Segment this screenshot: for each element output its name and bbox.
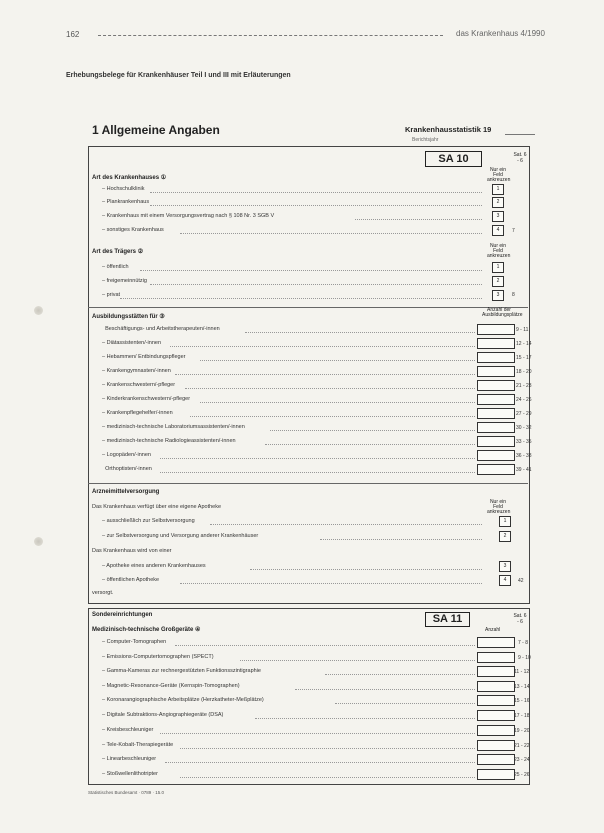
leader-dots	[120, 298, 482, 299]
row-number: 17 - 18	[514, 713, 530, 719]
leader-dots	[165, 762, 475, 763]
sa11-item: – Gamma-Kameras zur rechnergestützten Funktionsszintigraphie	[102, 668, 261, 674]
year-field[interactable]	[505, 134, 535, 135]
sa11-item: – Computer-Tomographen	[102, 639, 167, 645]
page-subtitle: Erhebungsbelege für Krankenhäuser Teil I und III mit Erläuterungen	[66, 72, 291, 79]
leader-dots	[270, 430, 475, 431]
row-number: 11 - 12	[514, 669, 530, 675]
sa11-item: – Tele-Kobalt-Therapiegeräte	[102, 742, 174, 748]
leader-dots	[355, 219, 482, 220]
section-divider	[88, 483, 528, 484]
sa10-col-label: Sat. 6 - 6	[513, 152, 527, 164]
sa10-code: SA 10	[425, 151, 482, 167]
row-number: 30 - 32	[516, 425, 532, 431]
ausbildung-input[interactable]	[477, 422, 515, 433]
ausbildung-item: – Hebammen/ Entbindungspfleger	[102, 354, 186, 360]
leader-dots	[180, 583, 482, 584]
art-krankenhaus-checkbox[interactable]: 1	[492, 184, 504, 195]
sa11-cell-header: Anzahl	[485, 627, 501, 633]
sa11-item: – Stoßwellenlithotripter	[102, 771, 158, 777]
ausbildung-input[interactable]	[477, 436, 515, 447]
sa11-item: – Emissions-Computertomographen (SPECT)	[102, 654, 214, 660]
leader-dots	[160, 458, 475, 459]
page-title: 1 Allgemeine Angaben	[92, 123, 220, 137]
sa11-item: – Kreisbeschleuniger	[102, 727, 154, 733]
sa11-input[interactable]	[477, 710, 515, 721]
leader-dots	[200, 360, 475, 361]
footer-note: Statistisches Bundesamt · 0789 · 15.0	[88, 790, 165, 795]
leader-dots	[150, 192, 482, 193]
header-divider	[98, 35, 443, 36]
row-number: 21 - 23	[516, 383, 532, 389]
arzneimittel-checkbox[interactable]: 4	[499, 575, 511, 586]
ausbildung-input[interactable]	[477, 394, 515, 405]
sa11-subheading: Medizinisch-technische Großgeräte ④	[92, 627, 201, 633]
art-krankenhaus-item: – sonstiges Krankenhaus	[102, 227, 164, 233]
art-krankenhaus-item: – Krankenhaus mit einem Versorgungsvertrag nach § 108 Nr. 3 SGB V	[102, 213, 275, 219]
ausbildung-input[interactable]	[477, 408, 515, 419]
leader-dots	[245, 332, 475, 333]
sa11-heading: Sondereinrichtungen	[92, 612, 153, 618]
ausbildung-heading: Ausbildungsstätten für ③	[92, 314, 165, 320]
leader-dots	[140, 270, 482, 271]
art-krankenhaus-item: – Plankrankenhaus	[102, 199, 150, 205]
row-number: 8	[512, 292, 515, 298]
ausbildung-item: – Krankenpflegehelfer/-innen	[102, 410, 173, 416]
sa11-item: – Koronarangiographische Arbeitsplätze (Herzkatheter-Meßplätze)	[102, 697, 264, 703]
arzneimittel-checkbox[interactable]: 1	[499, 516, 511, 527]
leader-dots	[150, 205, 482, 206]
leader-dots	[180, 233, 482, 234]
sa11-item: – Digitale Subtraktions-Angiographiegeräte (DSA)	[102, 712, 224, 718]
row-number: 7	[512, 228, 515, 234]
ausbildung-item: – Krankengymnasten/-innen	[102, 368, 171, 374]
art-traeger-item: – privat	[102, 292, 121, 298]
leader-dots	[170, 346, 475, 347]
leader-dots	[210, 524, 482, 525]
sa11-input[interactable]	[477, 754, 515, 765]
art-krankenhaus-heading: Art des Krankenhauses ①	[92, 175, 167, 181]
row-number: 24 - 26	[516, 397, 532, 403]
leader-dots	[265, 444, 475, 445]
leader-dots	[150, 284, 482, 285]
leader-dots	[255, 718, 475, 719]
art-krankenhaus-cell-header: Nur ein Feld ankreuzen	[487, 167, 511, 183]
statistic-sublabel: Berichtsjahr	[412, 137, 439, 143]
ausbildung-item: Beschäftigungs- und Arbeitstherapeuten/-innen	[105, 326, 220, 332]
arzneimittel-item: – öffentlichen Apotheke	[102, 577, 160, 583]
leader-dots	[180, 748, 475, 749]
statistic-label: Krankenhausstatistik 19	[405, 125, 492, 134]
leader-dots	[295, 689, 475, 690]
page-number: 162	[66, 30, 80, 39]
ausbildung-item: – Logopäden/-innen	[102, 452, 151, 458]
arzneimittel-item: – zur Selbstversorgung und Versorgung anderer Krankenhäuser	[102, 533, 259, 539]
ausbildung-input[interactable]	[477, 366, 515, 377]
leader-dots	[160, 472, 475, 473]
arzneimittel-cell-header: Nur ein Feld ankreuzen	[487, 499, 511, 515]
row-number: 15 - 16	[514, 698, 530, 704]
arzneimittel-intro: Das Krankenhaus verfügt über eine eigene Apotheke	[92, 504, 222, 510]
row-number: 15 - 17	[516, 355, 532, 361]
publication-name: das Krankenhaus 4/1990	[456, 29, 545, 38]
row-number: 27 - 29	[516, 411, 532, 417]
art-traeger-item: – freigemeinnützig	[102, 278, 147, 284]
sa11-item: – Linearbeschleuniger	[102, 756, 157, 762]
ausbildung-input[interactable]	[477, 338, 515, 349]
row-number: 7 - 8	[518, 640, 529, 646]
row-number: 9 - 11	[516, 327, 529, 333]
leader-dots	[160, 733, 475, 734]
art-traeger-checkbox[interactable]: 3	[492, 290, 504, 301]
sa11-col-label: Sat. 6 - 6	[513, 613, 527, 625]
ausbildung-input[interactable]	[477, 464, 515, 475]
row-number: 23 - 24	[514, 757, 530, 763]
arzneimittel-outro: versorgt.	[92, 590, 114, 596]
row-number: 13 - 14	[514, 684, 530, 690]
leader-dots	[325, 674, 475, 675]
punch-hole	[34, 306, 43, 315]
art-traeger-item: – öffentlich	[102, 264, 129, 270]
leader-dots	[240, 660, 475, 661]
ausbildung-cell-header: Anzahl der Ausbildungsplätze	[482, 307, 523, 318]
row-number: 33 - 35	[516, 439, 532, 445]
row-number: 25 - 26	[514, 772, 530, 778]
leader-dots	[200, 402, 475, 403]
row-number: 9 - 10	[518, 655, 531, 661]
arzneimittel-checkbox[interactable]: 2	[499, 531, 511, 542]
leader-dots	[180, 777, 475, 778]
row-number: 19 - 20	[514, 728, 530, 734]
art-krankenhaus-checkbox[interactable]: 3	[492, 211, 504, 222]
art-krankenhaus-checkbox[interactable]: 4	[492, 225, 504, 236]
art-traeger-checkbox[interactable]: 2	[492, 276, 504, 287]
leader-dots	[250, 569, 482, 570]
leader-dots	[335, 703, 475, 704]
ausbildung-item: – Krankenschwestern/-pfleger	[102, 382, 176, 388]
ausbildung-input[interactable]	[477, 324, 515, 335]
ausbildung-item: Orthoptisten/-innen	[105, 466, 152, 472]
row-number: 36 - 38	[516, 453, 532, 459]
sa11-input[interactable]	[477, 695, 515, 706]
sa11-item: – Magnetic-Resonance-Geräte (Kernspin-Tomographen)	[102, 683, 240, 689]
sa11-input[interactable]	[477, 769, 515, 780]
sa11-input[interactable]	[477, 637, 515, 648]
sa11-input[interactable]	[477, 652, 515, 663]
row-number: 39 - 41	[516, 467, 532, 473]
sa11-input[interactable]	[477, 740, 515, 751]
ausbildung-item: – medizinisch-technische Radiologieassistenten/-innen	[102, 438, 236, 444]
sa11-input[interactable]	[477, 725, 515, 736]
art-krankenhaus-item: – Hochschulklinik	[102, 186, 145, 192]
art-traeger-checkbox[interactable]: 1	[492, 262, 504, 273]
ausbildung-item: – medizinisch-technische Laboratoriumsassistenten/-innen	[102, 424, 245, 430]
art-traeger-cell-header: Nur ein Feld ankreuzen	[487, 243, 511, 259]
ausbildung-input[interactable]	[477, 352, 515, 363]
sa11-code: SA 11	[425, 612, 470, 627]
sa11-input[interactable]	[477, 666, 515, 677]
leader-dots	[185, 388, 475, 389]
arzneimittel-item: – ausschließlich zur Selbstversorgung	[102, 518, 195, 524]
sa11-input[interactable]	[477, 681, 515, 692]
art-krankenhaus-checkbox[interactable]: 2	[492, 197, 504, 208]
ausbildung-input[interactable]	[477, 450, 515, 461]
row-number: 21 - 22	[514, 743, 530, 749]
punch-hole	[34, 537, 43, 546]
row-number: 42	[518, 578, 524, 584]
leader-dots	[175, 374, 475, 375]
ausbildung-item: – Kinderkrankenschwestern/-pfleger	[102, 396, 191, 402]
leader-dots	[190, 416, 475, 417]
ausbildung-item: – Diätassistenten/-innen	[102, 340, 162, 346]
row-number: 12 - 14	[516, 341, 532, 347]
leader-dots	[320, 539, 482, 540]
arzneimittel-heading: Arzneimittelversorgung	[92, 489, 160, 495]
leader-dots	[175, 645, 475, 646]
row-number: 18 - 20	[516, 369, 532, 375]
ausbildung-input[interactable]	[477, 380, 515, 391]
arzneimittel-item: – Apotheke eines anderen Krankenhauses	[102, 563, 206, 569]
arzneimittel-checkbox[interactable]: 3	[499, 561, 511, 572]
art-traeger-heading: Art des Trägers ②	[92, 249, 144, 255]
arzneimittel-intro: Das Krankenhaus wird von einer	[92, 548, 172, 554]
section-divider	[88, 307, 528, 308]
